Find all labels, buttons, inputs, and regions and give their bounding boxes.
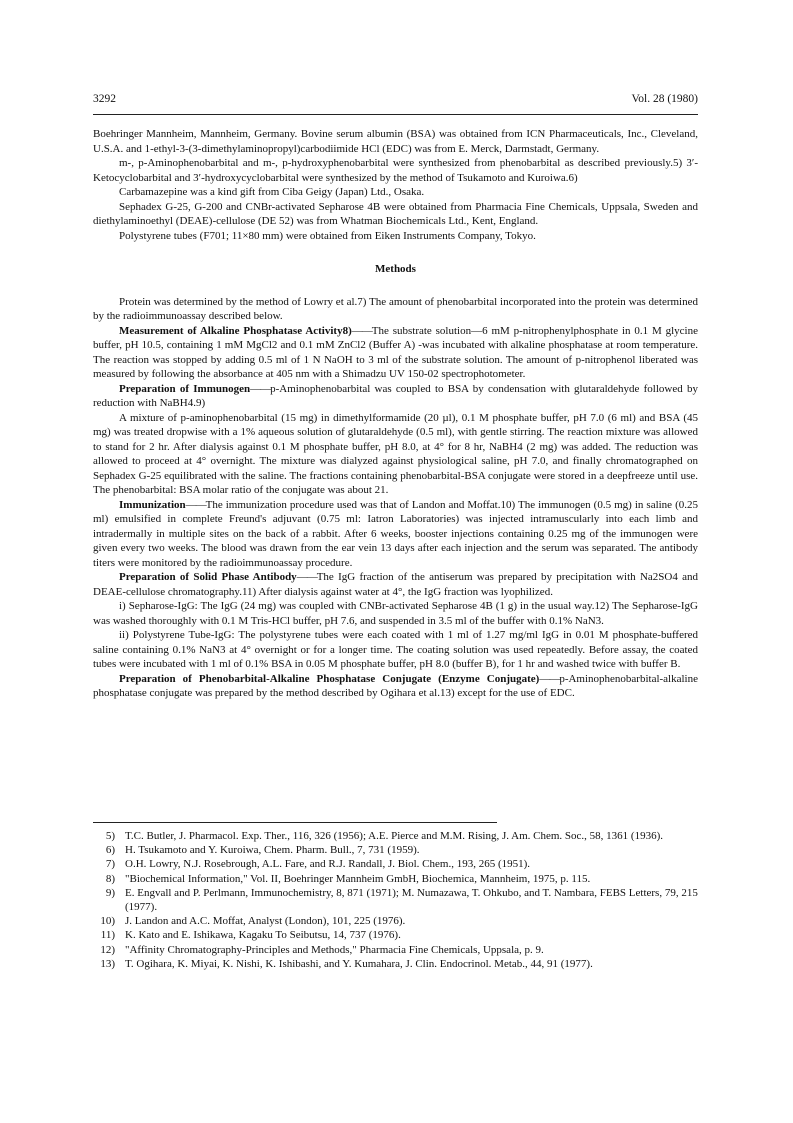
paragraph: Sephadex G-25, G-200 and CNBr-activated Sepharose 4B were obtained from Pharmacia Fine Chemicals, Uppsala, Sweden and diethylaminoethyl (DEAE)-cellulose (DE 52) was from Whatman Biochemicals Ltd., Kent, England.: [93, 200, 698, 227]
article-body: [93, 127, 698, 701]
section-heading-methods: Methods: [375, 263, 416, 275]
footnote: 11) K. Kato and E. Ishikawa, Kagaku To Seibutsu, 14, 737 (1976).: [100, 929, 401, 942]
page-header: [93, 93, 698, 109]
footnote: 6) H. Tsukamoto and Y. Kuroiwa, Chem. Pharm. Bull., 7, 731 (1959).: [105, 844, 420, 857]
paragraph: A mixture of p-aminophenobarbital (15 mg) in dimethylformamide (20 µl), 0.1 M phosphate buffer, pH 7.0 (6 ml) and BSA (45 mg) was treated dropwise with a 1% aqueous solution of glutaraldehyde (0.5 ml), with gentle stirring. The reaction mixture was allowed to stand for 2 hr. After dialysis against 0.1 M phosphate buffer, pH 8.0, at 4° for 8 hr, NaBH4 (2 mg) was added. The reduction was allowed to proceed at 4° overnight. The mixture was dialyzed against physiological saline, pH 7.0, and finally chromatographed on Sephadex G-25 equilibrated with the saline. The fractions containing phenobarbital-BSA conjugate were stored in a deepfreeze until use. The phenobarbital: BSA molar ratio of the conjugate was about 21.: [93, 411, 698, 496]
paragraph: i) Sepharose-IgG: The IgG (24 mg) was coupled with CNBr-activated Sepharose 4B (1 g) in the usual way.12) The Sepharose-IgG was washed thoroughly with 0.1 M Tris-HCl buffer, pH 7.6, and suspended in 3.5 ml of the buffer with 0.1% NaN3.: [93, 600, 698, 627]
footnote: 12) "Affinity Chromatography-Principles and Methods," Pharmacia Fine Chemicals, Uppsala, p. 9.: [100, 943, 544, 956]
footnote-rule: [93, 822, 497, 823]
paragraph: Boehringer Mannheim, Mannheim, Germany. Bovine serum albumin (BSA) was obtained from ICN Pharmaceuticals, Inc., Cleveland, U.S.A. and 1-ethyl-3-(3-dimethylaminopropyl)carbodiimide HCl (EDC) was from E. Merck, Darmstadt, Germany.: [93, 128, 698, 155]
run-in-heading: Preparation of Immunogen: [119, 382, 251, 395]
paragraph-text: The IgG fraction of the antiserum was prepared by precipitation with Na2SO4 and DEAE-cellulose chromatography.11) After dialysis against water at 4°, the IgG fraction was lyophilized.: [93, 571, 698, 598]
paragraph: Carbamazepine was a kind gift from Ciba Geigy (Japan) Ltd., Osaka.: [119, 186, 425, 198]
paragraph: Preparation of Immunogen——p-Aminophenobarbital was coupled to BSA by condensation with glutaraldehyde followed by reduction with NaBH4.9): [93, 382, 698, 409]
run-in-heading: Preparation of Phenobarbital-Alkaline Phosphatase Conjugate (Enzyme Conjugate): [119, 672, 540, 685]
footnote: 10) J. Landon and A.C. Moffat, Analyst (London), 101, 225 (1976).: [100, 915, 406, 928]
footnote: 8) "Biochemical Information," Vol. II, Boehringer Mannheim GmbH, Biochemica, Mannheim, 1975, p. 115.: [105, 872, 591, 885]
footnote: 13) T. Ogihara, K. Miyai, K. Nishi, K. Ishibashi, and Y. Kumahara, J. Clin. Endocrinol. Metab., 44, 91 (1977).: [100, 957, 593, 970]
page-number: 3292: [93, 93, 116, 105]
paragraph-text: The substrate solution—6 mM p-nitrophenylphosphate in 0.1 M glycine buffer, pH 10.5, containing 1 mM MgCl2 and 0.1 mM ZnCl2 (Buffer A) -was incubated with alkaline phosphatase at room temperature. The reaction was stopped by adding 0.5 ml of 1 N NaOH to 3 ml of the substrate solution. The amount of p-nitrophenol liberated was measured by following the absorbance at 405 nm with a Shimadzu UV 150-02 spectrophotometer.: [93, 324, 698, 380]
paragraph: Preparation of Solid Phase Antibody——The IgG fraction of the antiserum was prepared by precipitation with Na2SO4 and DEAE-cellulose chromatography.11) After dialysis against water at 4°, the IgG fraction was lyophilized.: [93, 571, 698, 598]
paragraph-text: The immunization procedure used was that of Landon and Moffat.10) The immunogen (0.5 mg) in saline (0.25 ml) emulsified in complete Freund's adjuvant (0.75 ml: Iatron Laboratories) was injected intramuscularly into each limb and intradermally in multiple sites on the back of a rabbit. After 6 weeks, booster injections containing 0.25 mg of the immunogen were given every two weeks. The blood was drawn from the ear vein 13 days after each injection and the serum was separated. The antibody titers were monitored by the radioimmunoassay procedure.: [93, 498, 698, 569]
paragraph-text: p-Aminophenobarbital-alkaline phosphatase conjugate was prepared by the method described by Ogihara et al.13) except for the use of EDC.: [93, 672, 698, 699]
paragraph: Preparation of Phenobarbital-Alkaline Phosphatase Conjugate (Enzyme Conjugate)——p-Aminophenobarbital-alkaline phosphatase conjugate was prepared by the method described by Ogihara et al.13) except for the use of EDC.: [93, 672, 698, 699]
footnote: 9) E. Engvall and P. Perlmann, Immunochemistry, 8, 871 (1971); M. Numazawa, T. Ohkubo, and T. Nambara, FEBS Letters, 79, 215 (1977).: [105, 886, 698, 914]
header-rule: [93, 114, 698, 115]
paragraph: ii) Polystyrene Tube-IgG: The polystyrene tubes were each coated with 1 ml of 1.27 mg/ml IgG in 0.01 M phosphate-buffered saline containing 0.1% NaN3 at 4° overnight or for a longer time. The coating solution was used repeatedly. Before assay, the coated tubes were incubated with 1 ml of 0.1% BSA in 0.05 M phosphate buffer, pH 8.0 (buffer B), for 1 hr and washed twice with buffer B.: [93, 629, 698, 670]
footnote: 5) T.C. Butler, J. Pharmacol. Exp. Ther., 116, 326 (1956); A.E. Pierce and M.M. Rising, J. Am. Chem. Soc., 58, 1361 (1936).: [105, 830, 664, 842]
paragraph: Measurement of Alkaline Phosphatase Activity8)——The substrate solution—6 mM p-nitrophenylphosphate in 0.1 M glycine buffer, pH 10.5, containing 1 mM MgCl2 and 0.1 mM ZnCl2 (Buffer A) -was incubated with alkaline phosphatase at room temperature. The reaction was stopped by adding 0.5 ml of 1 N NaOH to 3 ml of the substrate solution. The amount of p-nitrophenol liberated was measured by following the absorbance at 405 nm with a Shimadzu UV 150-02 spectrophotometer.: [93, 324, 698, 380]
volume-label: Vol. 28 (1980): [631, 93, 698, 105]
paragraph: Polystyrene tubes (F701; 11×80 mm) were obtained from Eiken Instruments Company, Tokyo.: [119, 229, 536, 242]
run-in-heading: Immunization: [119, 498, 186, 511]
run-in-heading: Preparation of Solid Phase Antibody: [119, 571, 297, 583]
paragraph: Immunization——The immunization procedure used was that of Landon and Moffat.10) The immunogen (0.5 mg) in saline (0.25 ml) emulsified in complete Freund's adjuvant (0.75 ml: Iatron Laboratories) was injected intramuscularly into each limb and intradermally in multiple sites on the back of a rabbit. After 6 weeks, booster injections containing 0.25 mg of the immunogen were given every two weeks. The blood was drawn from the ear vein 13 days after each injection and the serum was separated. The antibody titers were monitored by the radioimmunoassay procedure.: [93, 498, 698, 569]
paragraph: m-, p-Aminophenobarbital and m-, p-hydroxyphenobarbital were synthesized from phenobarbital as described previously.5) 3′-Ketocyclobarbital and 3′-hydroxycyclobarbital were synthesized by the method of Tsukamoto and Kuroiwa.6): [93, 157, 698, 184]
paragraph-text: p-Aminophenobarbital was coupled to BSA by condensation with glutaraldehyde followed by reduction with NaBH4.9): [93, 382, 698, 409]
run-in-heading: Measurement of Alkaline Phosphatase Activity8): [119, 324, 352, 337]
footnote: 7) O.H. Lowry, N.J. Rosebrough, A.L. Fare, and R.J. Randall, J. Biol. Chem., 193, 265 (1951).: [105, 858, 531, 871]
paragraph: Protein was determined by the method of Lowry et al.7) The amount of phenobarbital incorporated into the protein was determined by the radioimmunoassay described below.: [93, 295, 698, 322]
footnotes: [93, 829, 698, 971]
